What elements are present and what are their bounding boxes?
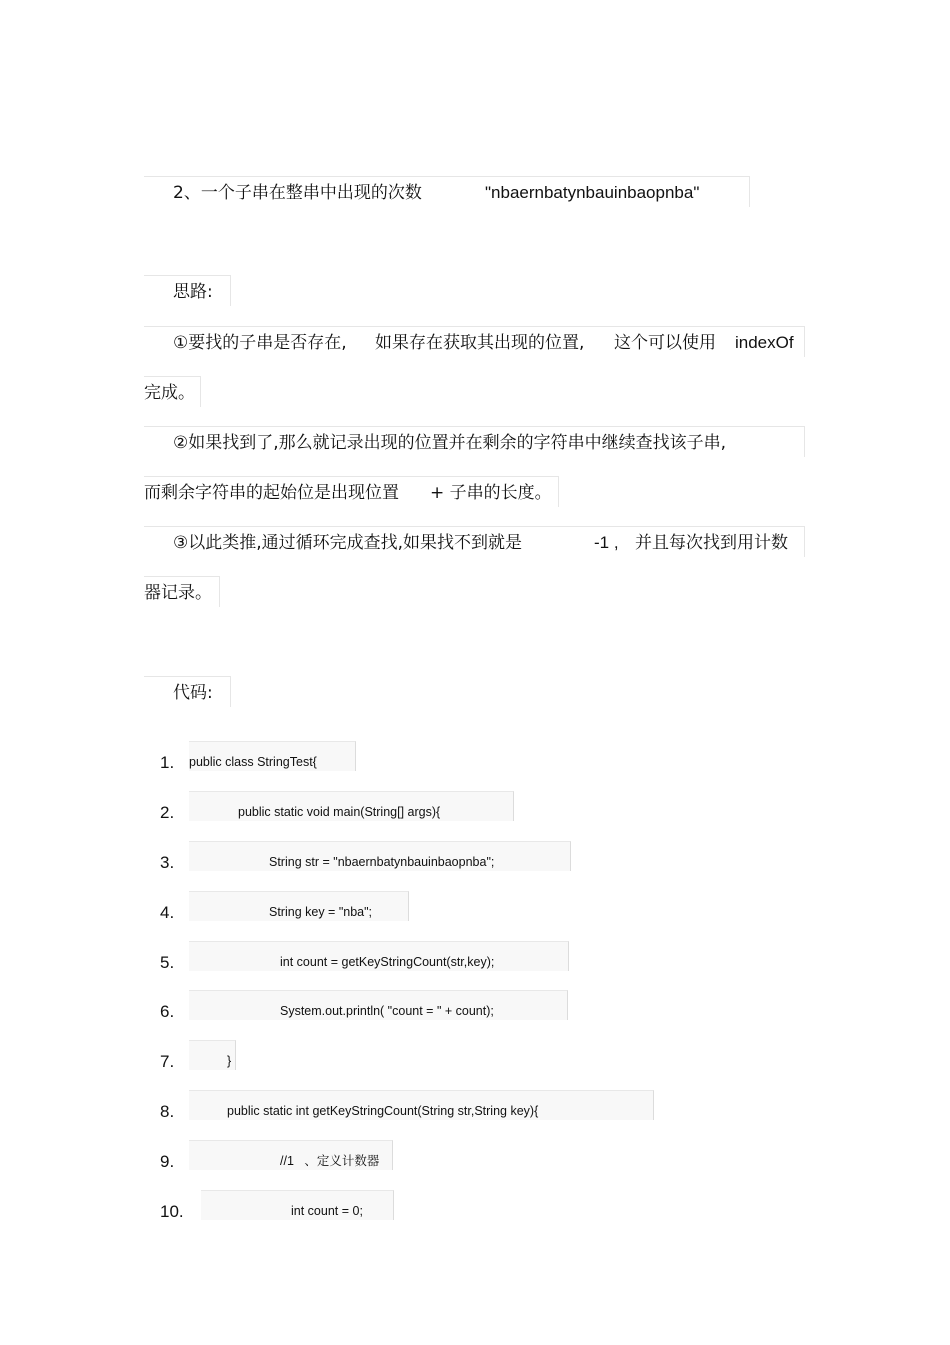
idea-step1-line1 — [144, 326, 805, 357]
idea-step2-cont-b: + 子串的长度。 — [430, 483, 552, 503]
code-line-box — [189, 1040, 236, 1070]
heading-example: "nbaernbatynbauinbaopnba" — [485, 183, 700, 202]
code-text: public class StringTest{ — [189, 755, 317, 769]
code-line-box — [189, 891, 409, 921]
code-text: public static int getKeyStringCount(String str,String key){ — [227, 1104, 539, 1118]
idea-step3-cont: 器记录。 — [144, 583, 212, 603]
code-line-box — [189, 791, 514, 821]
code-text: System.out.println( "count = " + count); — [280, 1004, 494, 1018]
idea-step1-line2 — [144, 376, 201, 407]
idea-step1-part-b: 如果存在获取其出现的位置, — [375, 333, 585, 353]
line-number: 9. — [160, 1152, 175, 1171]
code-text: public static void main(String[] args){ — [238, 805, 441, 819]
code-text: //1 、定义计数器 — [280, 1154, 380, 1168]
code-line-box — [201, 1190, 394, 1220]
code-line-box — [189, 1090, 654, 1120]
heading-label: 2、一个子串在整串中出现的次数 — [173, 183, 422, 203]
idea-step1-part-c: 这个可以使用 — [614, 333, 716, 353]
code-text: } — [227, 1054, 232, 1068]
line-number: 3. — [160, 853, 175, 872]
line-number: 10. — [160, 1202, 184, 1221]
line-number: 6. — [160, 1002, 175, 1021]
code-text: int count = getKeyStringCount(str,key); — [280, 955, 495, 969]
idea-step1-part-d: indexOf — [735, 333, 794, 352]
idea-step2-line2 — [144, 476, 559, 507]
code-line-box — [189, 741, 356, 771]
code-title-box — [144, 676, 231, 707]
idea-step3-part-a: ③以此类推,通过循环完成查找,如果找不到就是 — [173, 533, 523, 553]
line-number: 1. — [160, 753, 175, 772]
idea-step2-text: ②如果找到了,那么就记录出现的位置并在剩余的字符串中继续查找该子串, — [173, 433, 727, 453]
idea-step3-line1 — [144, 526, 805, 557]
line-number: 5. — [160, 953, 175, 972]
line-number: 2. — [160, 803, 175, 822]
code-text: String key = "nba"; — [269, 905, 373, 919]
code-text: String str = "nbaernbatynbauinbaopnba"; — [269, 855, 495, 869]
line-number: 7. — [160, 1052, 175, 1071]
idea-step3-part-b: -1 , — [594, 533, 619, 552]
code-line-box — [189, 941, 569, 971]
line-number: 8. — [160, 1102, 175, 1121]
idea-title: 思路: — [173, 282, 213, 302]
idea-step1-part-a: ①要找的子串是否存在, — [173, 333, 347, 353]
idea-step3-line2 — [144, 576, 220, 607]
idea-step1-cont: 完成。 — [144, 383, 195, 403]
idea-step2-cont-a: 而剩余字符串的起始位是出现位置 — [144, 483, 399, 503]
idea-step3-part-c: 并且每次找到用计数 — [635, 533, 788, 553]
code-line-box — [189, 990, 568, 1020]
section-heading — [144, 176, 750, 207]
code-line-box — [189, 841, 571, 871]
code-title: 代码: — [173, 683, 213, 703]
idea-title-box — [144, 275, 231, 306]
line-number: 4. — [160, 903, 175, 922]
code-text: int count = 0; — [291, 1204, 363, 1218]
code-line-box — [189, 1140, 393, 1170]
idea-step2-line1 — [144, 426, 805, 457]
